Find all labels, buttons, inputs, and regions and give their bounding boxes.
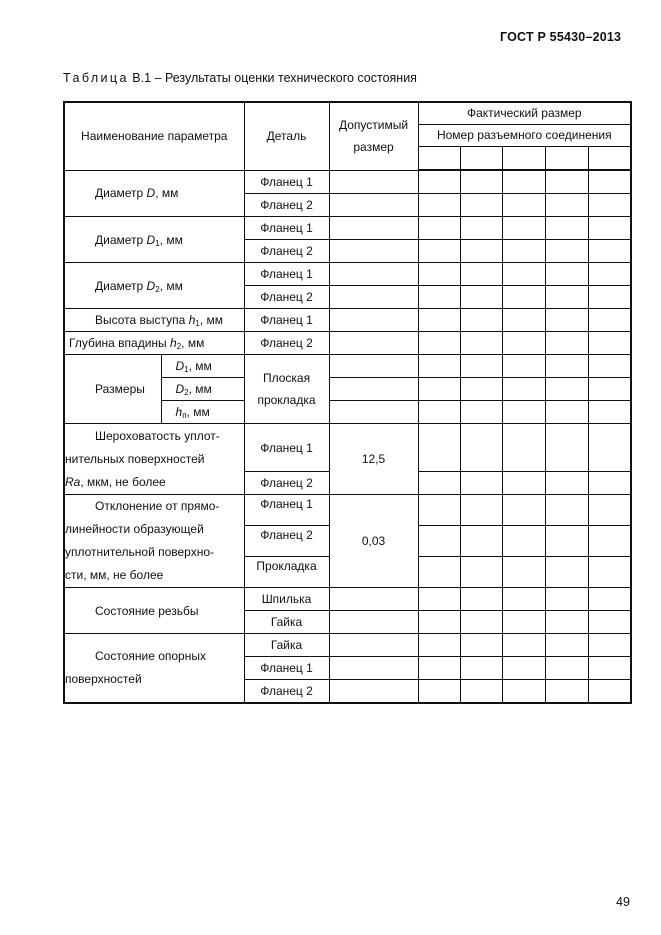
param-diameter-d2: Диаметр $D_2$, мм [64, 263, 244, 309]
assessment-table [63, 101, 632, 704]
header-joint: Номер разъемного соединения [418, 125, 631, 147]
caption-prefix: Таблица [63, 71, 129, 85]
sizes-d1: $D_1$, мм [161, 355, 244, 378]
detail-cell: Шпилька [244, 588, 329, 611]
param-diameter-d1: Диаметр $D_1$, мм [64, 217, 244, 263]
detail-cell: Фланец 2 [244, 286, 329, 309]
page-number: 49 [616, 895, 630, 909]
detail-cell: Фланец 2 [244, 680, 329, 704]
header-param: Наименование параметра [64, 102, 244, 170]
param-thread: Состояние резьбы [64, 588, 244, 634]
detail-cell: Фланец 1 [244, 309, 329, 332]
detail-cell: Фланец 2 [244, 526, 329, 557]
table-row [64, 495, 631, 526]
detail-cell: Гайка [244, 611, 329, 634]
table-row [64, 424, 631, 472]
detail-cell: Фланец 1 [244, 495, 329, 526]
header-detail: Деталь [244, 102, 329, 170]
caption-title: – Результаты оценки технического состояния [151, 71, 417, 85]
detail-cell: Прокладка [244, 557, 329, 588]
param-height-h1: Высота выступа $h_1$, мм [64, 309, 244, 332]
param-straightness: Отклонение от прямо- линейности образующей уплотнительной поверхно- сти, мм, не более [64, 495, 244, 588]
table-row [64, 263, 631, 286]
joint-cell [545, 147, 588, 171]
table-row [64, 355, 631, 378]
table-row [64, 170, 631, 194]
param-sizes: Размеры [64, 355, 161, 424]
table-caption [63, 71, 417, 85]
param-depth-h2: Глубина впадины $h_2$, мм [64, 332, 244, 355]
joint-cell [460, 147, 502, 171]
detail-cell: Фланец 1 [244, 657, 329, 680]
detail-cell: Фланец 2 [244, 332, 329, 355]
detail-cell: Фланец 1 [244, 170, 329, 194]
table-row [64, 634, 631, 657]
detail-cell: Фланец 2 [244, 194, 329, 217]
detail-cell: Фланец 1 [244, 263, 329, 286]
table-row [64, 332, 631, 355]
detail-cell: Фланец 2 [244, 240, 329, 263]
header-row [64, 102, 631, 125]
document-header: ГОСТ Р 55430–2013 [500, 30, 622, 44]
joint-cell [502, 147, 545, 171]
caption-number: В.1 [132, 71, 152, 85]
sizes-d2: $D_2$, мм [161, 378, 244, 401]
detail-flat-gasket: Плоская прокладка [244, 355, 329, 424]
detail-cell: Гайка [244, 634, 329, 657]
sizes-hn: $h_п$, мм [161, 401, 244, 424]
table-row [64, 217, 631, 240]
joint-cell [588, 147, 631, 171]
param-diameter-d: Диаметр D, мм [64, 170, 244, 217]
table-row [64, 588, 631, 611]
table-row [64, 309, 631, 332]
param-roughness: Шероховатость уплот- нительных поверхностей Ra, мкм, не более [64, 424, 244, 495]
allowed-straightness: 0,03 [329, 495, 418, 588]
allowed-roughness: 12,5 [329, 424, 418, 495]
detail-cell: Фланец 1 [244, 217, 329, 240]
header-actual: Фактический размер [418, 102, 631, 125]
detail-cell: Фланец 2 [244, 472, 329, 495]
joint-cell [418, 147, 460, 171]
param-support: Состояние опорных поверхностей [64, 634, 244, 704]
detail-cell: Фланец 1 [244, 424, 329, 472]
header-allowed: Допустимый размер [329, 102, 418, 170]
